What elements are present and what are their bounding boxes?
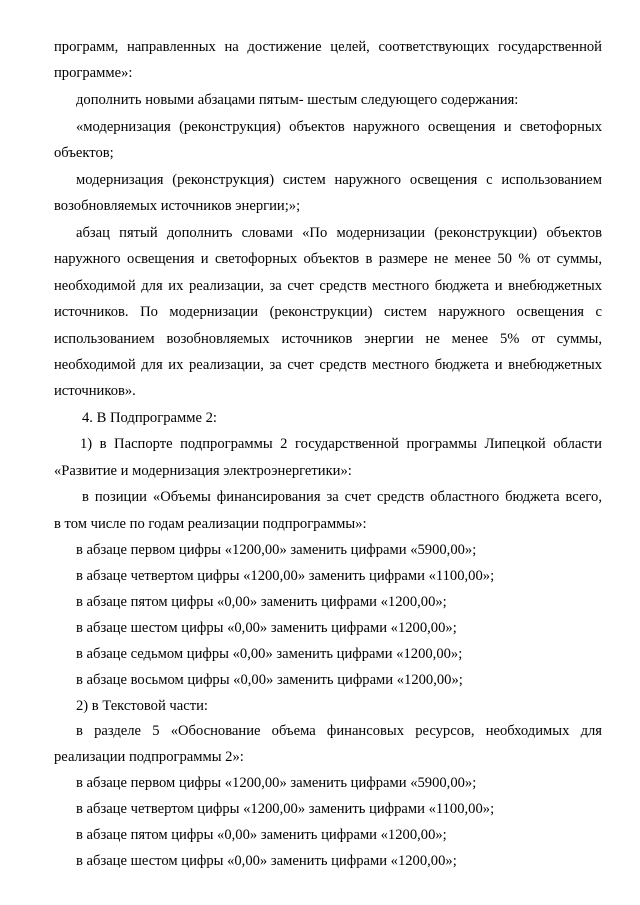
text-line: «модернизация (реконструкция) объектов наружного освещения и светофорных: [76, 119, 602, 135]
text-line: в абзаце четвертом цифры «1200,00» заменить цифрами «1100,00»;: [76, 801, 495, 817]
text-line: дополнить новыми абзацами пятым- шестым следующего содержания:: [76, 92, 519, 108]
text-line: модернизация (реконструкция) систем наружного освещения с использованием: [76, 172, 602, 188]
text-line: необходимой для их реализации, за счет средств местного бюджета и внебюджетных: [54, 357, 602, 373]
text-line: в абзаце пятом цифры «0,00» заменить цифрами «1200,00»;: [76, 594, 447, 610]
text-line: в абзаце четвертом цифры «1200,00» заменить цифрами «1100,00»;: [76, 568, 495, 584]
text-line: 4. В Подпрограмме 2:: [82, 410, 217, 426]
text-line: в абзаце шестом цифры «0,00» заменить цифрами «1200,00»;: [76, 620, 457, 636]
text-line: абзац пятый дополнить словами «По модернизации (реконструкции) объектов: [76, 225, 602, 241]
text-line: необходимой для их реализации, за счет средств местного бюджета и внебюджетных: [54, 278, 602, 294]
text-line: источников. По модернизации (реконструкции) систем наружного освещения с: [54, 304, 602, 320]
text-line: в абзаце пятом цифры «0,00» заменить цифрами «1200,00»;: [76, 827, 447, 843]
text-line: «Развитие и модернизация электроэнергетики»:: [54, 463, 352, 479]
text-line: 2) в Текстовой части:: [76, 698, 208, 714]
text-line: в абзаце восьмом цифры «0,00» заменить цифрами «1200,00»;: [76, 672, 463, 688]
text-line: реализации подпрограммы 2»:: [54, 749, 244, 765]
text-line: объектов;: [54, 145, 114, 161]
text-line: наружного освещения и светофорных объектов в размере не менее 50 % от суммы,: [54, 251, 602, 267]
text-line: программ, направленных на достижение целей, соответствующих государственной: [54, 39, 602, 55]
text-line: в абзаце первом цифры «1200,00» заменить цифрами «5900,00»;: [76, 775, 477, 791]
text-line: в том числе по годам реализации подпрограммы»:: [54, 516, 367, 532]
text-line: 1) в Паспорте подпрограммы 2 государственной программы Липецкой области: [80, 436, 602, 452]
text-line: использованием возобновляемых источников энергии не менее 5% от суммы,: [54, 331, 602, 347]
text-line: возобновляемых источников энергии;»;: [54, 198, 301, 214]
text-line: в разделе 5 «Обоснование объема финансовых ресурсов, необходимых для: [76, 723, 602, 739]
text-line: в абзаце седьмом цифры «0,00» заменить цифрами «1200,00»;: [76, 646, 463, 662]
text-line: в абзаце первом цифры «1200,00» заменить цифрами «5900,00»;: [76, 542, 477, 558]
text-line: в абзаце шестом цифры «0,00» заменить цифрами «1200,00»;: [76, 853, 457, 869]
text-line: в позиции «Объемы финансирования за счет средств областного бюджета всего,: [82, 489, 602, 505]
text-line: источников».: [54, 383, 136, 399]
text-line: программе»:: [54, 65, 133, 81]
